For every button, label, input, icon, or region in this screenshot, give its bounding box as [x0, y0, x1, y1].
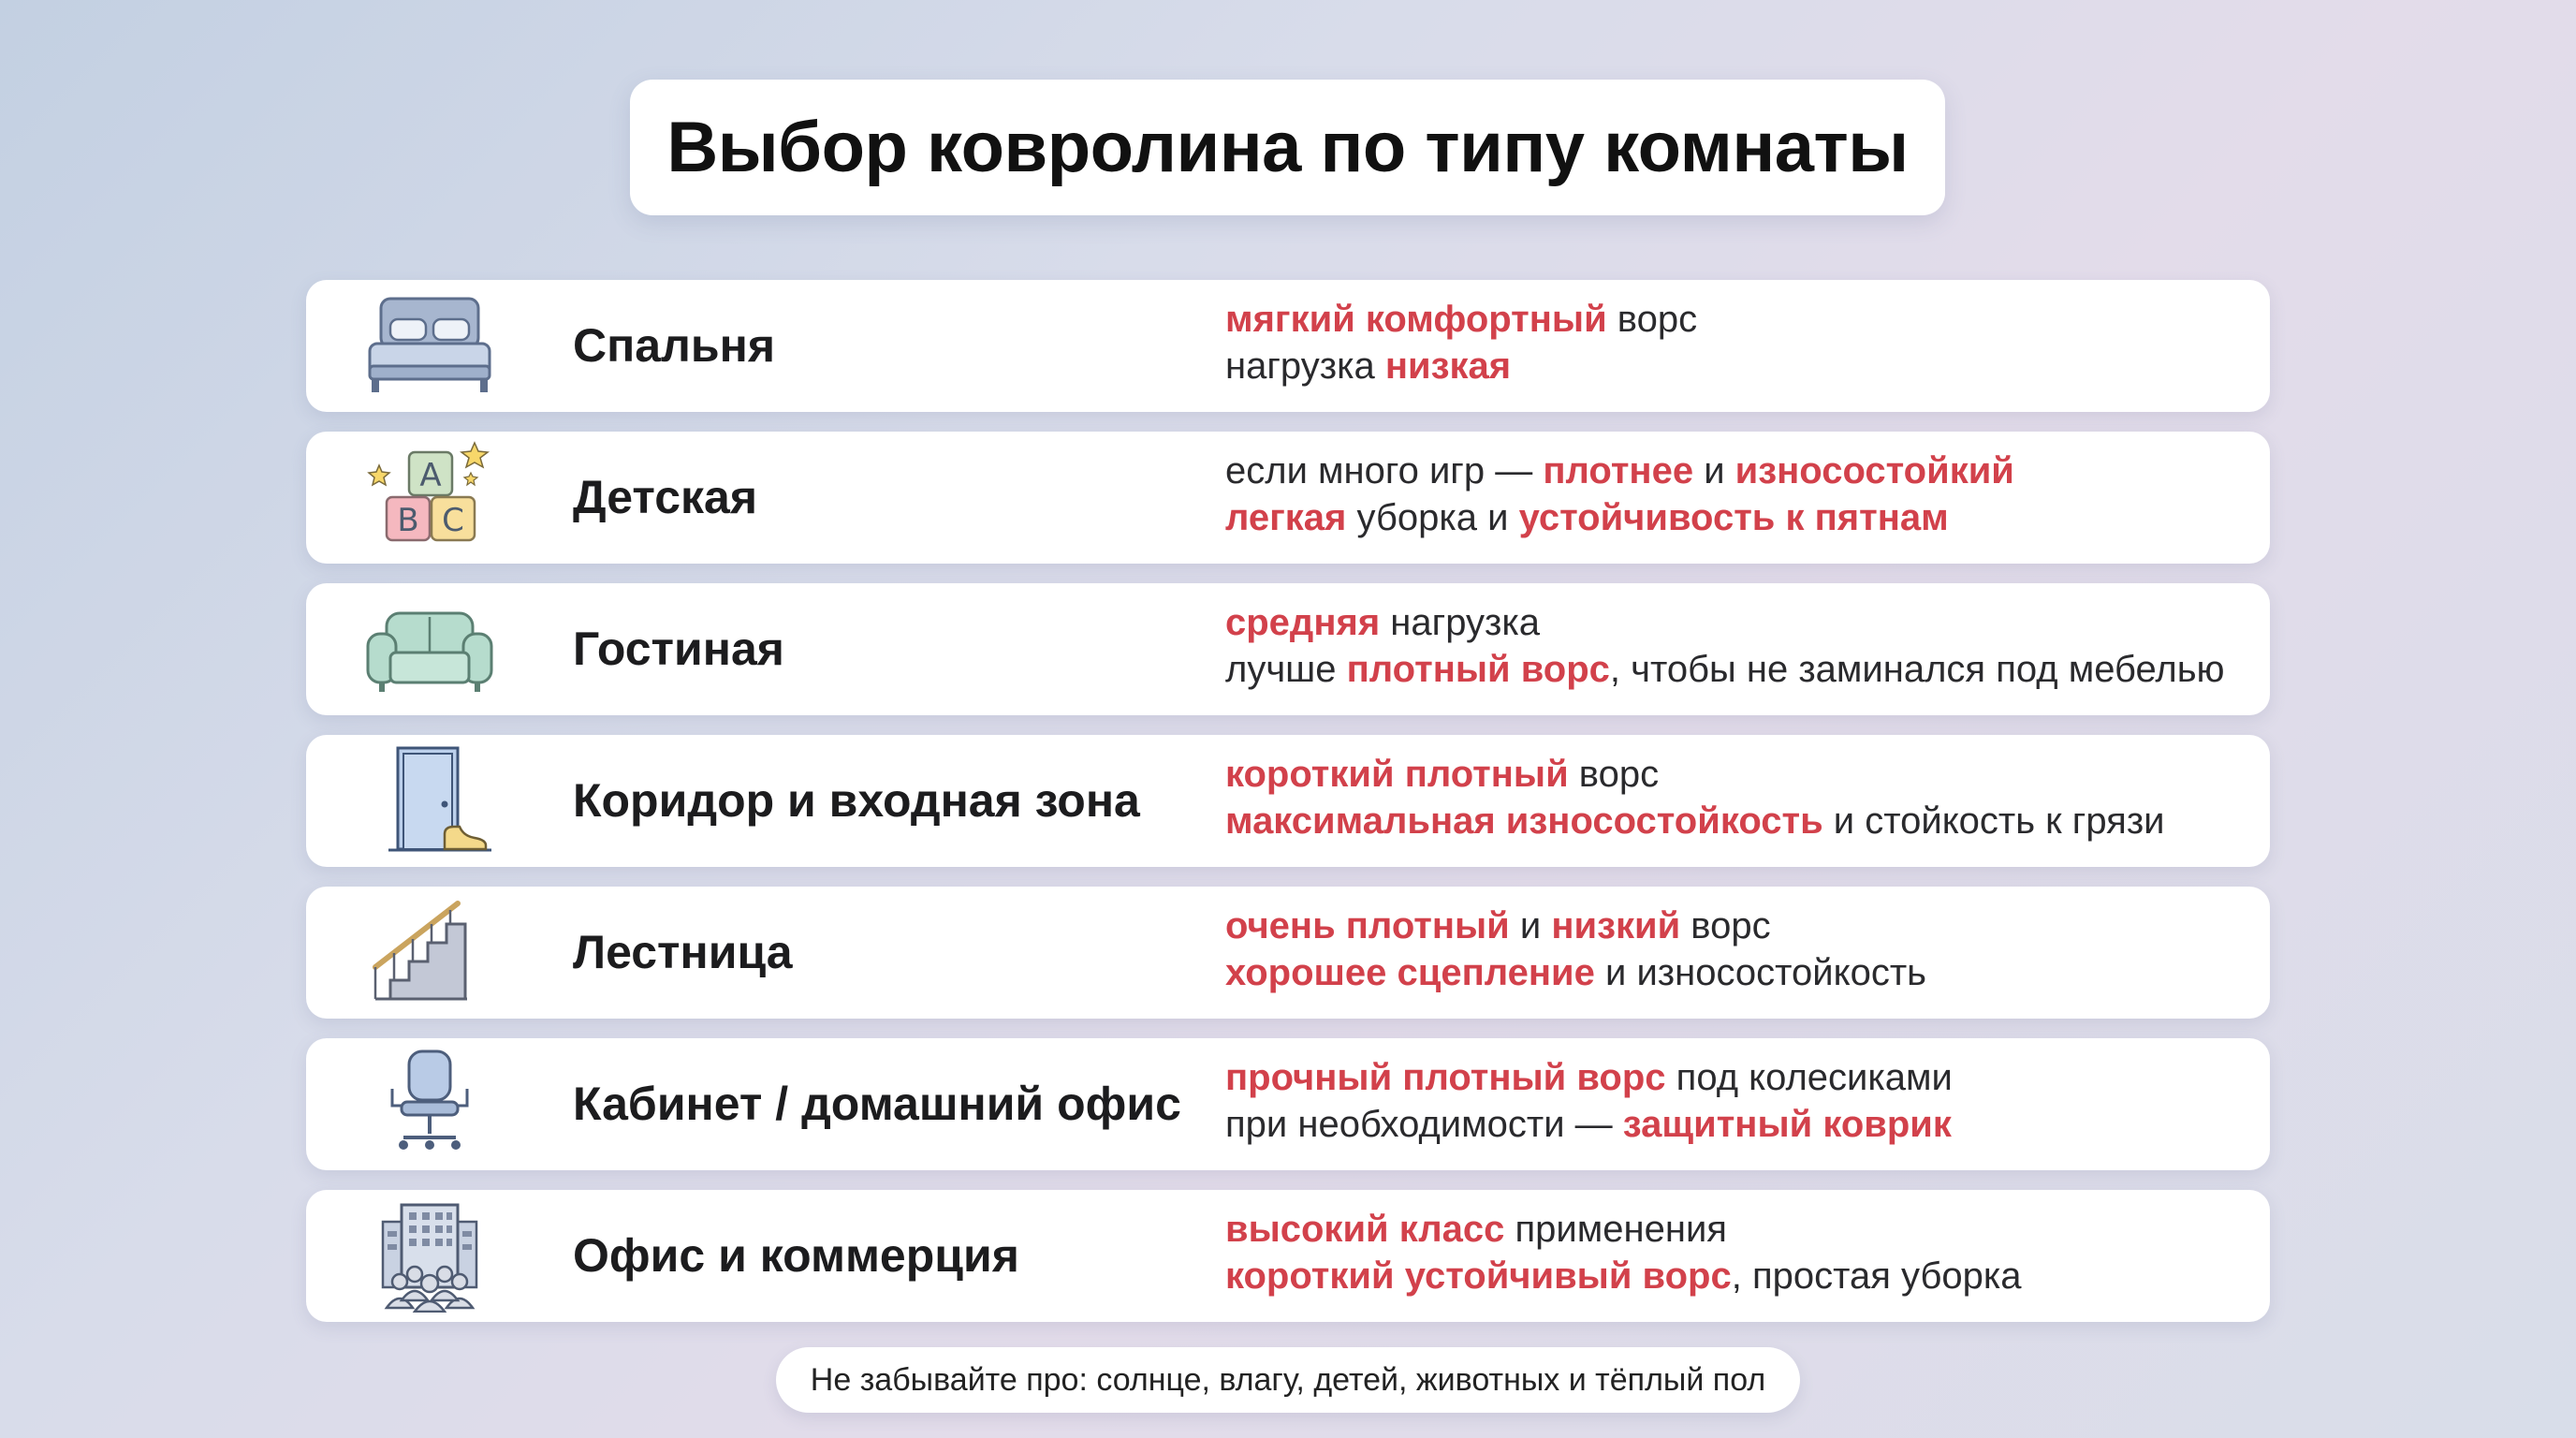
- text-normal: применения: [1504, 1209, 1727, 1250]
- description-line-2: [1225, 949, 2264, 996]
- room-description: [1225, 1206, 2264, 1299]
- room-description: [1225, 296, 2264, 389]
- text-highlight: высокий класс: [1225, 1209, 1505, 1250]
- svg-text:A: A: [419, 457, 442, 494]
- svg-text:C: C: [442, 502, 464, 539]
- text-normal: под колесиками: [1665, 1057, 1953, 1098]
- text-highlight: очень плотный: [1225, 905, 1510, 946]
- text-normal: и: [1509, 905, 1552, 946]
- text-highlight: короткий плотный: [1225, 754, 1569, 795]
- text-highlight: легкая: [1225, 497, 1347, 538]
- text-highlight: плотнее: [1543, 450, 1694, 492]
- text-highlight: низкая: [1384, 345, 1512, 387]
- text-normal: ворс: [1680, 905, 1771, 946]
- description-line-1: [1225, 448, 2264, 494]
- description-line-2: [1225, 646, 2264, 693]
- office-building-icon: [355, 1199, 505, 1313]
- text-highlight: прочный плотный ворс: [1225, 1057, 1666, 1098]
- text-highlight: низкий: [1551, 905, 1681, 946]
- text-normal: и: [1693, 450, 1735, 492]
- room-name: Гостиная: [573, 623, 784, 675]
- page-title: Выбор ковролина по типу комнаты: [666, 108, 1909, 187]
- footer-note: [776, 1347, 1800, 1413]
- text-normal: , чтобы не заминался под мебелью: [1609, 649, 2225, 690]
- room-row-commercial-office: [306, 1190, 2270, 1322]
- room-row-bedroom: [306, 280, 2270, 412]
- text-highlight: защитный коврик: [1622, 1104, 1952, 1145]
- description-line-1: [1225, 902, 2264, 949]
- footer-text: Не забывайте про: солнце, влагу, детей, животных и тёплый пол: [810, 1361, 1766, 1398]
- room-name: Офис и коммерция: [573, 1229, 1019, 1282]
- abc-blocks-icon: [355, 441, 505, 554]
- text-normal: уборка и: [1346, 497, 1519, 538]
- text-normal: ворс: [1568, 754, 1660, 795]
- text-normal: нагрузка: [1225, 345, 1385, 387]
- room-row-corridor: [306, 735, 2270, 867]
- text-normal: и стойкость к грязи: [1822, 800, 2165, 842]
- text-highlight: плотный ворс: [1346, 649, 1610, 690]
- door-shoe-icon: [355, 744, 505, 858]
- title-card: [630, 80, 1945, 215]
- text-highlight: устойчивость к пятнам: [1518, 497, 1949, 538]
- text-normal: лучше: [1225, 649, 1347, 690]
- room-description: [1225, 1054, 2264, 1148]
- description-line-2: [1225, 798, 2264, 844]
- text-normal: если много игр —: [1225, 450, 1544, 492]
- text-highlight: короткий устойчивый ворс: [1225, 1255, 1732, 1297]
- room-description: [1225, 751, 2264, 844]
- description-line-1: [1225, 1054, 2264, 1101]
- svg-text:B: B: [397, 502, 419, 539]
- description-line-1: [1225, 599, 2264, 646]
- room-row-home-office: [306, 1038, 2270, 1170]
- text-highlight: мягкий комфортный: [1225, 299, 1607, 340]
- text-highlight: износостойкий: [1734, 450, 2014, 492]
- description-line-2: [1225, 343, 2264, 389]
- description-line-1: [1225, 751, 2264, 798]
- text-highlight: хорошее сцепление: [1225, 952, 1595, 993]
- text-highlight: средняя: [1225, 602, 1381, 643]
- sofa-icon: [355, 593, 505, 706]
- description-line-1: [1225, 1206, 2264, 1253]
- room-name: Спальня: [573, 319, 775, 372]
- description-line-2: [1225, 494, 2264, 541]
- text-normal: нагрузка: [1380, 602, 1540, 643]
- room-name: Кабинет / домашний офис: [573, 1078, 1181, 1130]
- office-chair-icon: [355, 1048, 505, 1161]
- room-description: [1225, 599, 2264, 693]
- room-row-living: [306, 583, 2270, 715]
- text-normal: при необходимости —: [1225, 1104, 1623, 1145]
- description-line-2: [1225, 1253, 2264, 1299]
- description-line-2: [1225, 1101, 2264, 1148]
- stairs-icon: [355, 896, 505, 1009]
- bed-icon: [355, 289, 505, 403]
- room-row-kids: [306, 432, 2270, 564]
- room-name: Лестница: [573, 926, 793, 978]
- room-description: [1225, 448, 2264, 541]
- room-name: Коридор и входная зона: [573, 774, 1140, 827]
- text-highlight: максимальная износостойкость: [1225, 800, 1823, 842]
- description-line-1: [1225, 296, 2264, 343]
- room-row-stairs: [306, 887, 2270, 1019]
- room-name: Детская: [573, 471, 758, 523]
- text-normal: , простая уборка: [1731, 1255, 2022, 1297]
- text-normal: и износостойкость: [1594, 952, 1926, 993]
- room-description: [1225, 902, 2264, 996]
- room-list: [306, 280, 2270, 1342]
- text-normal: ворс: [1606, 299, 1698, 340]
